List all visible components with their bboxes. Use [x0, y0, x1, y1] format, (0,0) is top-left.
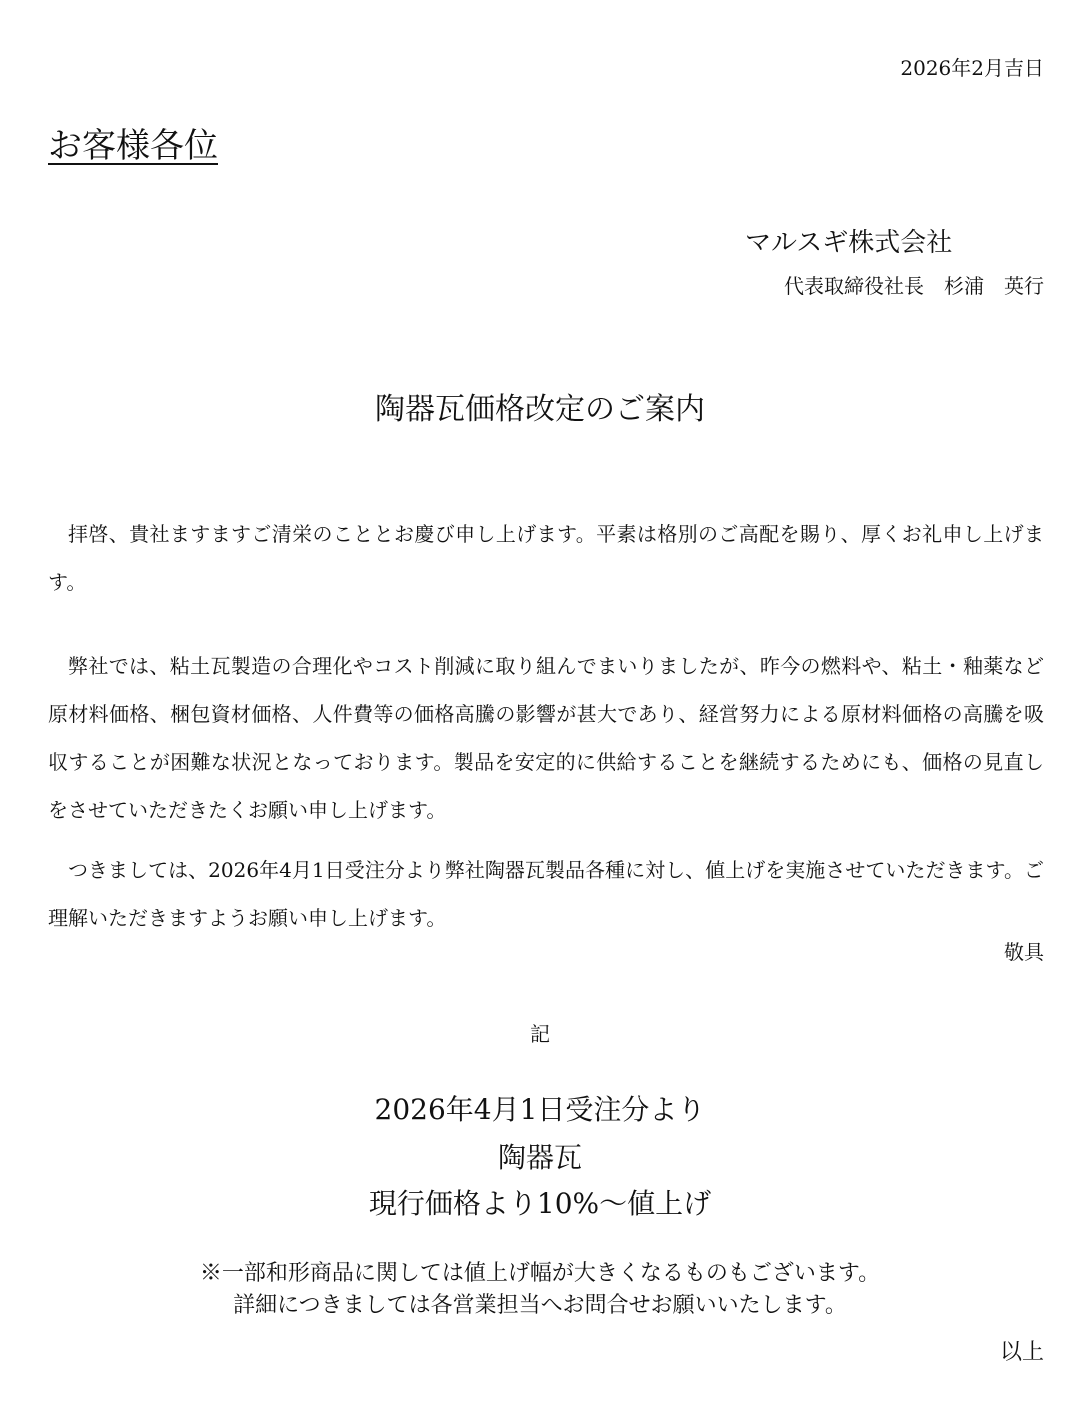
greeting-paragraph: 拝啓、貴社ますますご清栄のこととお慶び申し上げます。平素は格別のご高配を賜り、厚くお礼申し上げます。	[48, 522, 1044, 594]
recipient-heading: お客様各位	[48, 126, 218, 166]
price-increase-line: 現行価格より10%～値上げ	[368, 1187, 712, 1220]
company-name: マルスギ株式会社	[745, 228, 953, 258]
product-line: 陶器瓦	[497, 1141, 582, 1174]
document-title: 陶器瓦価格改定のご案内	[375, 392, 705, 427]
note-line: 詳細につきましては各営業担当へお問合せお願いいたします。	[233, 1293, 847, 1318]
record-heading: 記	[530, 1022, 550, 1046]
closing-keigu: 敬具	[1004, 940, 1044, 964]
note-line: ※一部和形商品に関しては値上げ幅が大きくなるものもございます。	[199, 1261, 881, 1286]
representative-name: 代表取締役社長 杉浦 英行	[784, 274, 1044, 298]
document-date: 2026年2月吉日	[900, 56, 1044, 80]
effective-date-line: 2026年4月1日受注分より	[374, 1093, 706, 1126]
closing-ijou: 以上	[999, 1340, 1044, 1365]
reason-paragraph: 弊社では、粘土瓦製造の合理化やコスト削減に取り組んでまいりましたが、昨今の燃料や、粘土・釉薬など原材料価格、梱包資材価格、人件費等の価格高騰の影響が甚大であり、経営努力による原材料価格の高騰を吸収することが困難な状況となっております。製品を安定的に供給することを継続するためにも、価格の見直しをさせていただきたくお願い申し上げます。	[48, 654, 1044, 822]
announcement-paragraph: つきましては、2026年4月1日受注分より弊社陶器瓦製品各種に対し、値上げを実施させていただきます。ご理解いただきますようお願い申し上げます。	[48, 858, 1044, 930]
